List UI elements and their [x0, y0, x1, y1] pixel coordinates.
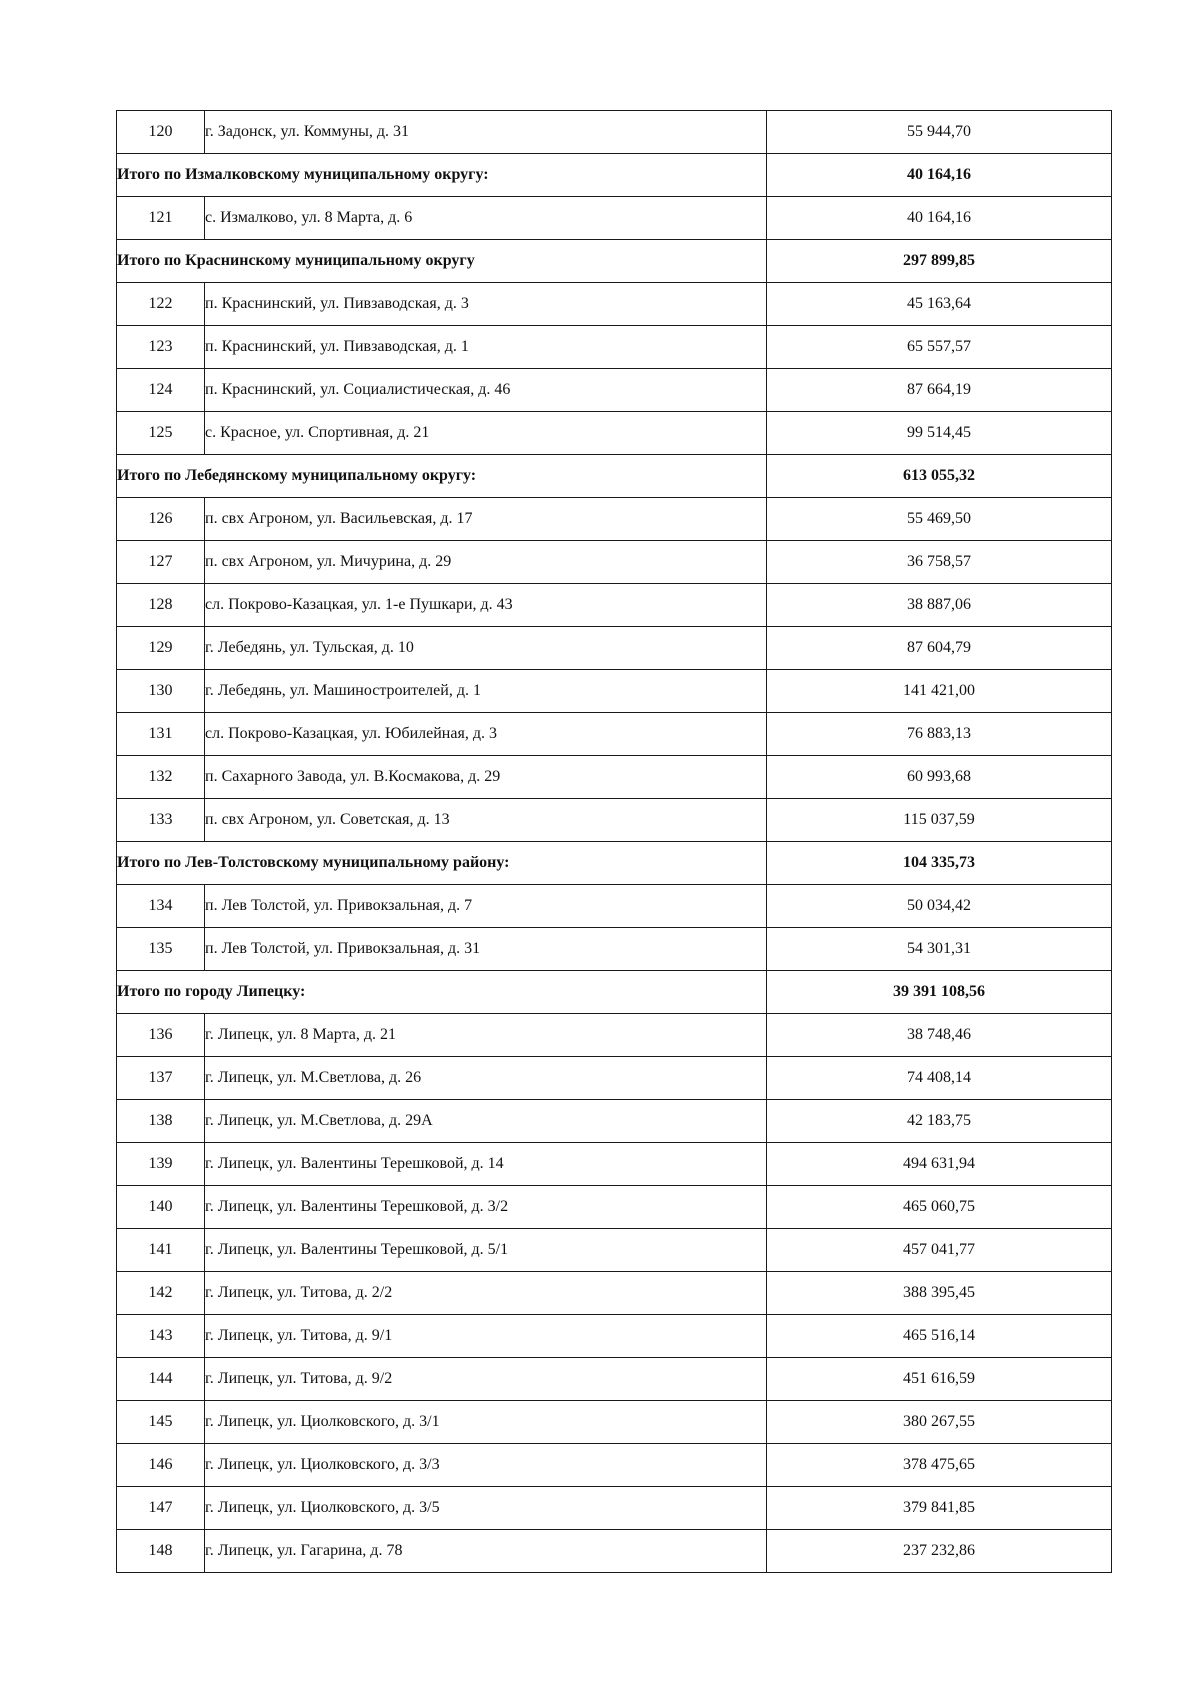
row-amount: 388 395,45 — [767, 1272, 1112, 1315]
row-amount: 87 604,79 — [767, 627, 1112, 670]
row-number: 147 — [117, 1487, 205, 1530]
row-address: г. Липецк, ул. Циолковского, д. 3/1 — [205, 1401, 767, 1444]
table-row — [117, 412, 1112, 455]
subtotal-label: Итого по Краснинскому муниципальному округу — [117, 240, 767, 283]
row-amount: 74 408,14 — [767, 1057, 1112, 1100]
row-number: 121 — [117, 197, 205, 240]
row-number: 132 — [117, 756, 205, 799]
row-number: 126 — [117, 498, 205, 541]
subtotal-amount: 40 164,16 — [767, 154, 1112, 197]
row-number: 146 — [117, 1444, 205, 1487]
row-number: 129 — [117, 627, 205, 670]
row-number: 142 — [117, 1272, 205, 1315]
subtotal-row — [117, 842, 1112, 885]
row-address: сл. Покрово-Казацкая, ул. 1-е Пушкари, д. 43 — [205, 584, 767, 627]
row-number: 144 — [117, 1358, 205, 1401]
row-amount: 465 516,14 — [767, 1315, 1112, 1358]
row-address: г. Липецк, ул. Валентины Терешковой, д. 5/1 — [205, 1229, 767, 1272]
row-number: 128 — [117, 584, 205, 627]
subtotal-amount: 104 335,73 — [767, 842, 1112, 885]
table-row — [117, 670, 1112, 713]
table-row — [117, 1487, 1112, 1530]
row-amount: 457 041,77 — [767, 1229, 1112, 1272]
row-address: г. Липецк, ул. М.Светлова, д. 26 — [205, 1057, 767, 1100]
row-address: г. Лебедянь, ул. Тульская, д. 10 — [205, 627, 767, 670]
table-row — [117, 283, 1112, 326]
row-address: п. Лев Толстой, ул. Привокзальная, д. 7 — [205, 885, 767, 928]
subtotal-amount: 39 391 108,56 — [767, 971, 1112, 1014]
row-address: г. Липецк, ул. Циолковского, д. 3/5 — [205, 1487, 767, 1530]
row-amount: 87 664,19 — [767, 369, 1112, 412]
table-row — [117, 1100, 1112, 1143]
row-number: 138 — [117, 1100, 205, 1143]
table-row — [117, 111, 1112, 154]
row-amount: 38 748,46 — [767, 1014, 1112, 1057]
subtotal-row — [117, 154, 1112, 197]
subtotal-amount: 613 055,32 — [767, 455, 1112, 498]
row-address: г. Липецк, ул. Титова, д. 2/2 — [205, 1272, 767, 1315]
row-address: г. Липецк, ул. 8 Марта, д. 21 — [205, 1014, 767, 1057]
row-number: 120 — [117, 111, 205, 154]
table-row — [117, 1315, 1112, 1358]
row-amount: 42 183,75 — [767, 1100, 1112, 1143]
table-row — [117, 498, 1112, 541]
row-address: п. Краснинский, ул. Пивзаводская, д. 1 — [205, 326, 767, 369]
row-address: п. свх Агроном, ул. Васильевская, д. 17 — [205, 498, 767, 541]
subtotal-row — [117, 971, 1112, 1014]
row-number: 137 — [117, 1057, 205, 1100]
row-address: г. Липецк, ул. Титова, д. 9/1 — [205, 1315, 767, 1358]
table-row — [117, 1014, 1112, 1057]
row-amount: 60 993,68 — [767, 756, 1112, 799]
row-amount: 378 475,65 — [767, 1444, 1112, 1487]
row-amount: 465 060,75 — [767, 1186, 1112, 1229]
row-address: г. Липецк, ул. Валентины Терешковой, д. 14 — [205, 1143, 767, 1186]
row-number: 145 — [117, 1401, 205, 1444]
row-address: с. Измалково, ул. 8 Марта, д. 6 — [205, 197, 767, 240]
table-row — [117, 541, 1112, 584]
table-row — [117, 1057, 1112, 1100]
row-number: 139 — [117, 1143, 205, 1186]
row-address: сл. Покрово-Казацкая, ул. Юбилейная, д. 3 — [205, 713, 767, 756]
row-number: 148 — [117, 1530, 205, 1573]
row-number: 122 — [117, 283, 205, 326]
subtotal-label: Итого по Лев-Толстовскому муниципальному району: — [117, 842, 767, 885]
row-amount: 36 758,57 — [767, 541, 1112, 584]
row-number: 125 — [117, 412, 205, 455]
table-row — [117, 799, 1112, 842]
row-number: 131 — [117, 713, 205, 756]
subtotal-label: Итого по Лебедянскому муниципальному округу: — [117, 455, 767, 498]
table-row — [117, 928, 1112, 971]
row-number: 127 — [117, 541, 205, 584]
table-row — [117, 627, 1112, 670]
row-amount: 45 163,64 — [767, 283, 1112, 326]
table-row — [117, 713, 1112, 756]
row-number: 123 — [117, 326, 205, 369]
table-row — [117, 1358, 1112, 1401]
row-address: п. Лев Толстой, ул. Привокзальная, д. 31 — [205, 928, 767, 971]
row-amount: 55 469,50 — [767, 498, 1112, 541]
row-number: 141 — [117, 1229, 205, 1272]
row-number: 133 — [117, 799, 205, 842]
row-address: г. Лебедянь, ул. Машиностроителей, д. 1 — [205, 670, 767, 713]
row-address: г. Липецк, ул. Гагарина, д. 78 — [205, 1530, 767, 1573]
row-amount: 55 944,70 — [767, 111, 1112, 154]
subtotal-amount: 297 899,85 — [767, 240, 1112, 283]
row-amount: 379 841,85 — [767, 1487, 1112, 1530]
row-number: 134 — [117, 885, 205, 928]
row-address: г. Липецк, ул. Циолковского, д. 3/3 — [205, 1444, 767, 1487]
row-address: г. Задонск, ул. Коммуны, д. 31 — [205, 111, 767, 154]
row-number: 130 — [117, 670, 205, 713]
subtotal-label: Итого по городу Липецку: — [117, 971, 767, 1014]
row-number: 143 — [117, 1315, 205, 1358]
row-number: 140 — [117, 1186, 205, 1229]
row-amount: 38 887,06 — [767, 584, 1112, 627]
table-row — [117, 1229, 1112, 1272]
row-amount: 115 037,59 — [767, 799, 1112, 842]
row-number: 135 — [117, 928, 205, 971]
table-row — [117, 584, 1112, 627]
table-row — [117, 197, 1112, 240]
row-address: п. Краснинский, ул. Социалистическая, д. 46 — [205, 369, 767, 412]
row-amount: 494 631,94 — [767, 1143, 1112, 1186]
row-amount: 54 301,31 — [767, 928, 1112, 971]
row-address: с. Красное, ул. Спортивная, д. 21 — [205, 412, 767, 455]
table-row — [117, 369, 1112, 412]
row-amount: 76 883,13 — [767, 713, 1112, 756]
table-row — [117, 756, 1112, 799]
address-amount-table — [116, 110, 1112, 1573]
subtotal-label: Итого по Измалковскому муниципальному округу: — [117, 154, 767, 197]
row-number: 136 — [117, 1014, 205, 1057]
table-row — [117, 326, 1112, 369]
row-address: г. Липецк, ул. М.Светлова, д. 29А — [205, 1100, 767, 1143]
row-amount: 40 164,16 — [767, 197, 1112, 240]
table-row — [117, 1444, 1112, 1487]
table-row — [117, 1186, 1112, 1229]
subtotal-row — [117, 240, 1112, 283]
table-row — [117, 1272, 1112, 1315]
table-row — [117, 885, 1112, 928]
table-row — [117, 1530, 1112, 1573]
row-amount: 141 421,00 — [767, 670, 1112, 713]
table-body — [117, 111, 1112, 1573]
row-amount: 65 557,57 — [767, 326, 1112, 369]
row-address: г. Липецк, ул. Валентины Терешковой, д. 3/2 — [205, 1186, 767, 1229]
table-row — [117, 1143, 1112, 1186]
row-address: г. Липецк, ул. Титова, д. 9/2 — [205, 1358, 767, 1401]
subtotal-row — [117, 455, 1112, 498]
row-amount: 50 034,42 — [767, 885, 1112, 928]
row-address: п. Краснинский, ул. Пивзаводская, д. 3 — [205, 283, 767, 326]
row-amount: 451 616,59 — [767, 1358, 1112, 1401]
row-address: п. свх Агроном, ул. Советская, д. 13 — [205, 799, 767, 842]
row-address: п. Сахарного Завода, ул. В.Космакова, д. 29 — [205, 756, 767, 799]
table-row — [117, 1401, 1112, 1444]
row-amount: 99 514,45 — [767, 412, 1112, 455]
row-amount: 380 267,55 — [767, 1401, 1112, 1444]
row-amount: 237 232,86 — [767, 1530, 1112, 1573]
row-address: п. свх Агроном, ул. Мичурина, д. 29 — [205, 541, 767, 584]
row-number: 124 — [117, 369, 205, 412]
